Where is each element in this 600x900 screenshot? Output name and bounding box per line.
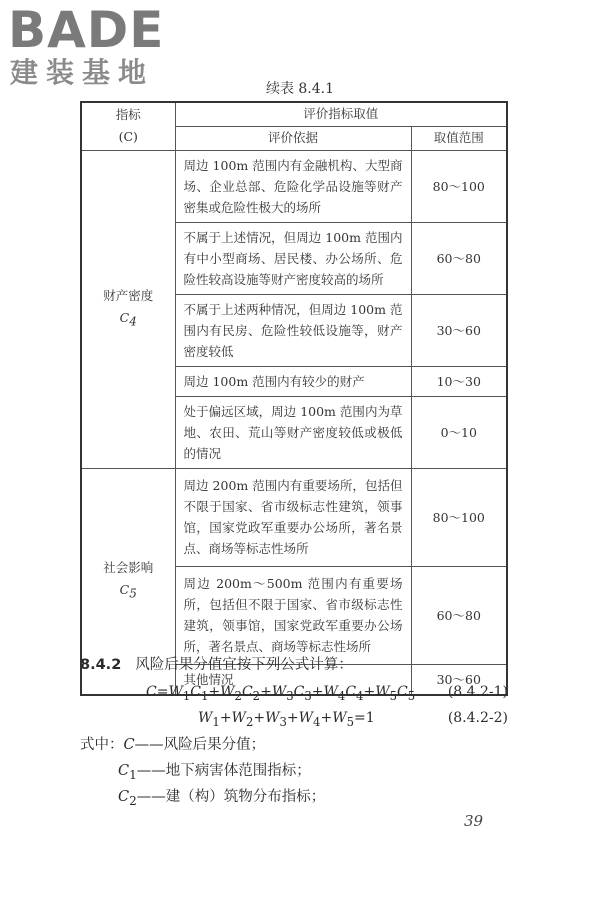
header-range: 取值范围 (411, 126, 507, 150)
clause-8-4-2 (80, 654, 520, 676)
table-row-basis: 周边 200m 范围内有重要场所，包括但不限于国家、省市级标志性建筑，领事馆，国家党政军重要办公场所，著名景点、商场等标志性场所 (175, 468, 411, 566)
formula-1-number: (8.4.2-1) (447, 684, 508, 700)
page-number: 39 (464, 812, 484, 830)
table-row-basis: 周边 200m～500m 范围内有重要场所，包括但不限于国家、省市级标志性建筑，领事馆，国家党政军重要办公场所，著名景点、商场等标志性场所 (175, 566, 411, 664)
notes-lead: 式中： (80, 737, 124, 753)
table-row-basis: 不属于上述两种情况，但周边 100m 范围内有民房、危险性较低设施等，财产密度较低 (175, 294, 411, 366)
note-text: ——建（构）筑物分布指标； (136, 789, 326, 805)
group-code-sub: 4 (129, 314, 137, 329)
group-name: 社会影响 (103, 560, 154, 576)
note-line-1 (118, 760, 311, 786)
formula-1-expression: C (146, 684, 157, 700)
table-row-basis: 处于偏远区域，周边 100m 范围内为草地、农田、荒山等财产密度较低或极低的情况 (175, 396, 411, 468)
note-symbol: C (118, 763, 130, 779)
note-symbol: C (118, 789, 130, 805)
table-row-range: 60～80 (411, 222, 507, 294)
table-caption: 续表 8.4.1 (265, 81, 335, 97)
header-indicator-code: (C) (118, 129, 138, 145)
logo-wordmark: BADE (8, 1, 165, 59)
note-symbol-sub: 2 (129, 793, 137, 808)
header-value: 评价指标取值 (175, 102, 507, 126)
note-line-2 (118, 786, 325, 812)
header-indicator: 指标 (115, 107, 141, 123)
table-row-basis: 其他情况 (175, 664, 411, 695)
note-symbol: C (123, 737, 135, 753)
table-row-range: 30～60 (411, 294, 507, 366)
group-name: 财产密度 (103, 288, 154, 304)
formula-2-expression: $W_1+W_2+W_3+W_4+W_5=1$ (198, 710, 375, 729)
group-code-sub: 5 (129, 586, 137, 601)
formula-1: $C=W_1C_1+W_2C_2+W_3C_3+W_4C_4+W_5C_5$ (8.4.2-1) (146, 684, 508, 703)
table-row-range: 80～100 (411, 468, 507, 566)
note-text: ——地下病害体范围指标； (136, 763, 311, 779)
table-row-range: 0～10 (411, 396, 507, 468)
note-symbol-sub: 1 (129, 767, 137, 782)
table-row-range: 10～30 (411, 366, 507, 396)
table-row-basis: 不属于上述情况，但周边 100m 范围内有中小型商场、居民楼、办公场所、危险性较高设施等财产密度较高的场所 (175, 222, 411, 294)
formula-2 (146, 710, 508, 729)
clause-number: 8.4.2 (80, 657, 122, 673)
table-row-range: 60～80 (411, 566, 507, 664)
clause-text: 风险后果分值宜按下列公式计算： (135, 657, 353, 673)
note-line-0 (80, 734, 265, 756)
formula-2-number: (8.4.2-2) (447, 710, 508, 726)
table-row-range: 30～60 (411, 664, 507, 695)
table-row-basis: 周边 100m 范围内有金融机构、大型商场、企业总部、危险化学品设施等财产密集或危险性极大的场所 (175, 150, 411, 222)
group-code: C (119, 310, 130, 326)
header-basis: 评价依据 (175, 126, 411, 150)
group-indicator-property (81, 150, 175, 468)
evaluation-table (80, 101, 508, 696)
table-row-range: 80～100 (411, 150, 507, 222)
table-row-basis: 周边 100m 范围内有较少的财产 (175, 366, 411, 396)
logo-subtitle: 建装基地 (10, 56, 155, 89)
group-code: C (119, 582, 130, 598)
header-indicator-cell (81, 102, 175, 150)
note-text: ——风险后果分值； (134, 737, 266, 753)
